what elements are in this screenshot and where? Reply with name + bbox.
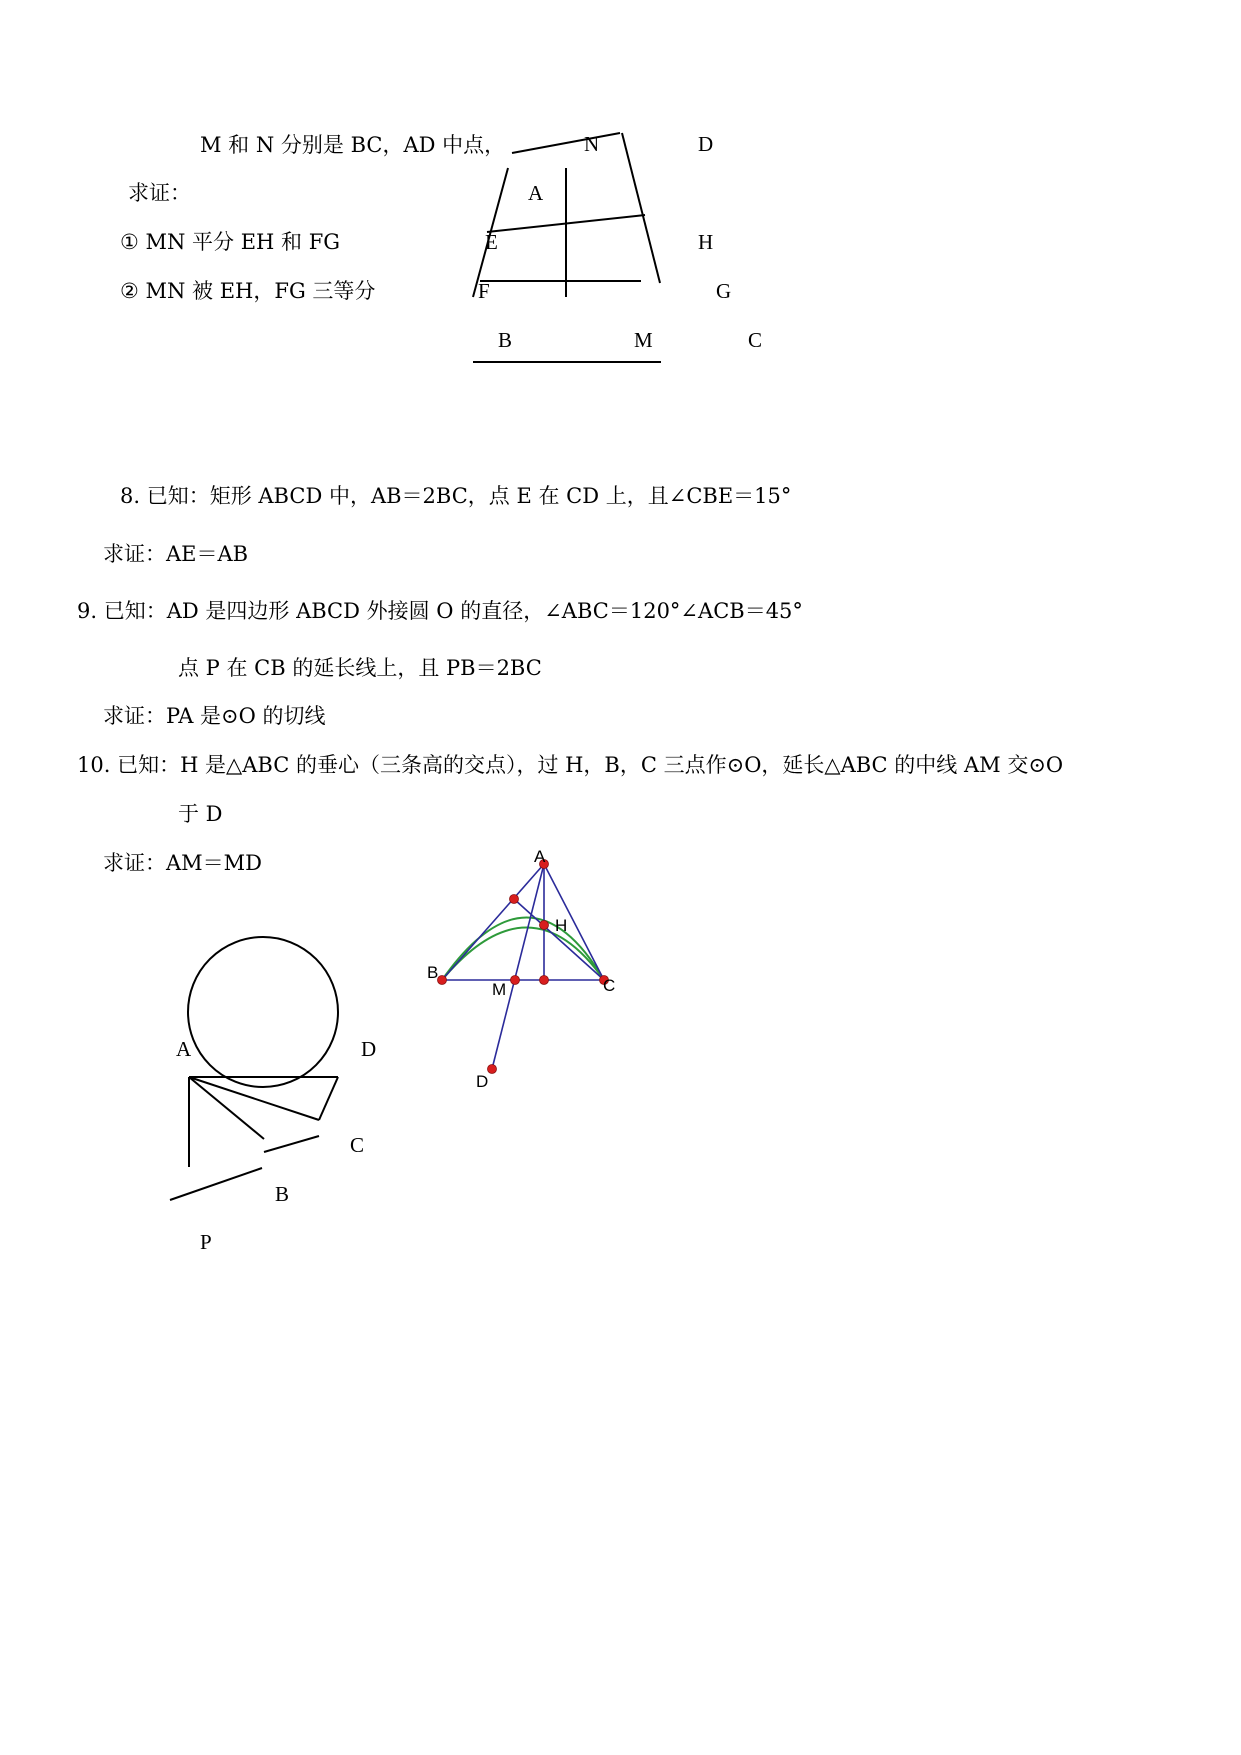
p8-given: 8. 已知：矩形 ABCD 中，AB＝2BC，点 E 在 CD 上，且∠CBE＝15°: [120, 484, 792, 508]
p10-prove: 求证：AM＝MD: [103, 851, 263, 875]
p7-item1: ① MN 平分 EH 和 FG: [120, 230, 341, 254]
p7-label-B: B: [498, 328, 513, 352]
p7-item2: ② MN 被 EH，FG 三等分: [120, 279, 376, 303]
p7-label-N: N: [584, 132, 600, 156]
p9-label-A: A: [176, 1037, 192, 1061]
p9-given2: 点 P 在 CB 的延长线上，且 PB＝2BC: [178, 656, 542, 680]
p10-label-D: D: [476, 1072, 489, 1091]
p10-point-D: [488, 1065, 497, 1074]
p7-label-A: A: [528, 181, 544, 205]
p7-label-G: G: [716, 279, 732, 303]
p10-given: 10. 已知：H 是△ABC 的垂心（三条高的交点），过 H，B，C 三点作⊙O，延长△ABC 的中线 AM 交⊙O: [77, 753, 1064, 777]
p10-label-C: C: [603, 976, 616, 995]
p7-label-M: M: [634, 328, 653, 352]
p10-point-H: [540, 921, 549, 930]
p7-given: M 和 N 分别是 BC，AD 中点，: [200, 133, 506, 157]
p9-label-C: C: [350, 1133, 365, 1157]
p7-label-C: C: [748, 328, 763, 352]
p9-label-D: D: [361, 1037, 377, 1061]
p10-given2: 于 D: [178, 802, 223, 826]
p10-arc-inner: [442, 928, 604, 981]
p10-point-foot-C: [510, 895, 519, 904]
p9-label-P: P: [200, 1230, 212, 1254]
p9-label-B: B: [275, 1182, 290, 1206]
p7-prove-label: 求证：: [128, 181, 191, 205]
p10-point-M: [511, 976, 520, 985]
p10-label-B: B: [427, 963, 439, 982]
p10-label-A: A: [534, 847, 546, 866]
p8-prove: 求证：AE＝AB: [103, 542, 249, 566]
p9-given: 9. 已知：AD 是四边形 ABCD 外接圆 O 的直径，∠ABC＝120°∠ACB＝45°: [77, 599, 803, 623]
p7-label-D: D: [698, 132, 714, 156]
p10-point-foot-A: [540, 976, 549, 985]
p10-label-H: H: [555, 916, 568, 935]
p10-point-B: [438, 976, 447, 985]
p10-side-AC: [544, 864, 604, 980]
p7-label-F: F: [478, 279, 490, 303]
p7-label-H: H: [698, 230, 714, 254]
p10-altitude-C: [514, 899, 604, 980]
p7-label-E: E: [485, 230, 498, 254]
p10-label-M: M: [492, 980, 507, 999]
p9-prove: 求证：PA 是⊙O 的切线: [103, 704, 326, 728]
